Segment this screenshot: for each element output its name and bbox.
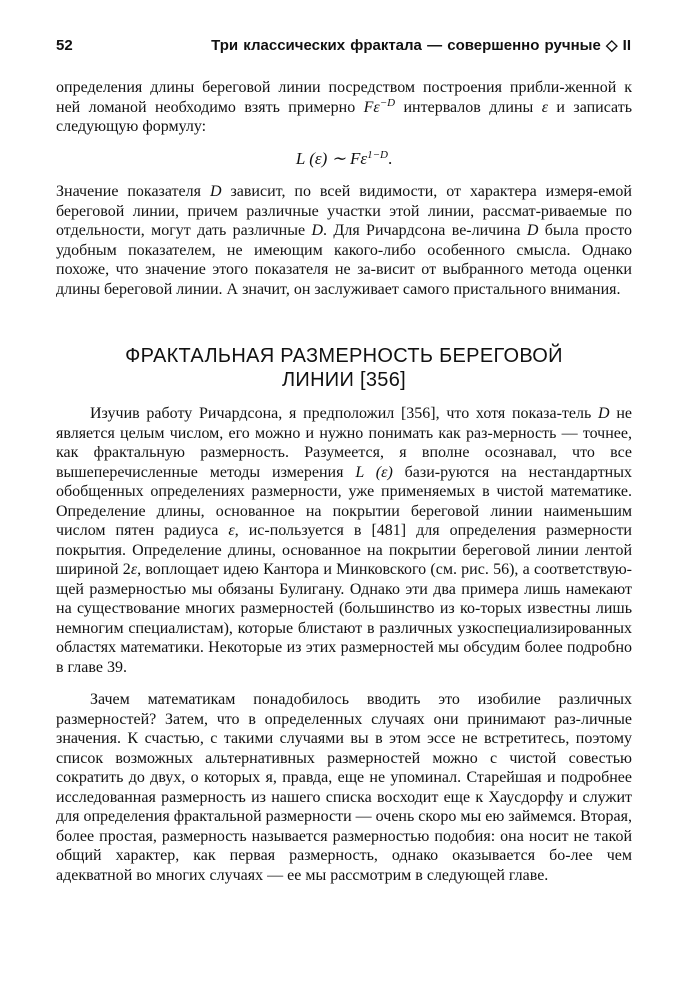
section-title-line-1: ФРАКТАЛЬНАЯ РАЗМЕРНОСТЬ БЕРЕГОВОЙ [125,345,563,367]
running-title: Три классических фрактала — совершенно ручные ◇ II [211,37,631,54]
text-run: была просто удобным показателем, не имеющим какого-либо особенного смысла. Однако похоже, что значение этого показателя не за-висит от выбранного метода оценки длины береговой линии. А значит, он заслуживает самого пристального внимания. [56,222,632,298]
paragraph-2-block [56,182,632,299]
section-title [56,344,632,392]
section-title-line-2: ЛИНИИ [356] [281,369,407,391]
text-run: Значение показателя [56,183,210,200]
paragraph-3-block [56,404,632,677]
formula-superscript: 1−D [367,149,388,161]
paragraph-4: Зачем математикам понадобилось вводить это изобилие различных размерностей? Затем, что в определенных случаях они принимают раз-личные значения. К счастью, с такими случаями вы в этом эссе не встретитесь, поэтому список возможных альтернативных размерностей можно с чистой совестью сократить до двух, о которых я, правда, еще не упоминал. Старейшая и подробнее исследованная размерность из нашего списка восходит еще к Хаусдорфу и служит для определения фрактальной размерности — очень скоро мы ею займемся. Вторая, более простая, размерность называется размерностью подобия: она носит не такой общий характер, как первая размерность, однако оказывается бо-лее чем адекватной во многих случаях — ее мы рассмотрим в следующей главе. [56,691,632,884]
paragraph-2 [56,182,632,299]
text-run: бази-руются на нестандартных обобщенных определениях размерности, уже применяемых в чистой математике. Определение длины, основанное на покрытии береговой линии наименьшим числом пятен радиуса [56,463,632,539]
formula-period: . [387,149,393,168]
text-run: Изучив работу Ричардсона, я предположил [356], что хотя показа-тель [90,405,599,422]
text-run: интервалов длины [395,98,542,116]
math-inline: D [209,183,222,200]
math-inline: ε [228,522,235,539]
math-inline: D [311,222,324,239]
math-inline: D [526,222,539,239]
paragraph-1 [56,78,632,137]
paragraph-4-block [56,690,632,885]
text-run: зависит, по всей видимости, от характера измеря-емой береговой линии, причем различные участки этой линии, рассмат-риваемые по отдельности, могут дать различные [56,183,632,239]
math-superscript: −D [379,96,396,109]
paragraph-continuation [56,78,632,137]
text-run: , воплощает идею Кантора и Минковского (см. рис. 56), а соответствую-щей размерностью мы обязаны Булигану. Однако эти два примера лишь намекают на существование многих размерностей (большинство из ко-торых известны лишь немногим специалистам), которые блистают в различных узкоспециализированных областях математики. Некоторые из этих размерностей мы обсудим более подробно в главе 39. [56,561,632,676]
display-formula [56,139,632,179]
math-inline [363,96,396,116]
math-inline: D [598,405,610,422]
math-inline: L (ε) [355,463,393,481]
math-text: Fε [363,98,380,116]
text-run: . Для Ричардсона ве-личина [323,222,527,239]
page-number: 52 [56,37,73,54]
text-run: определения длины береговой линии посредством построения прибли-женной к ней ломаной необходимо взять примерно [56,79,632,116]
text-run: и записать следующую формулу: [56,98,633,135]
section-heading [56,344,632,392]
formula-main: L (ε) ∼ Fε [295,149,368,168]
text-run: не является целым числом, его можно и нужно понимать как раз-мерность — точнее, как фрактальную размерность. Разумеется, я вполне осознавал, что все вышеперечисленные методы измерения [56,405,633,481]
formula-block [56,139,632,179]
math-inline: ε [541,98,548,116]
page-header [56,36,631,54]
math-inline: ε [130,561,138,578]
text-run: , ис-пользуется в [481] для определения размерности покрытия. Определение длины, основанное на покрытии береговой линии лентой шириной 2 [56,522,632,578]
paragraph-3 [56,404,632,677]
